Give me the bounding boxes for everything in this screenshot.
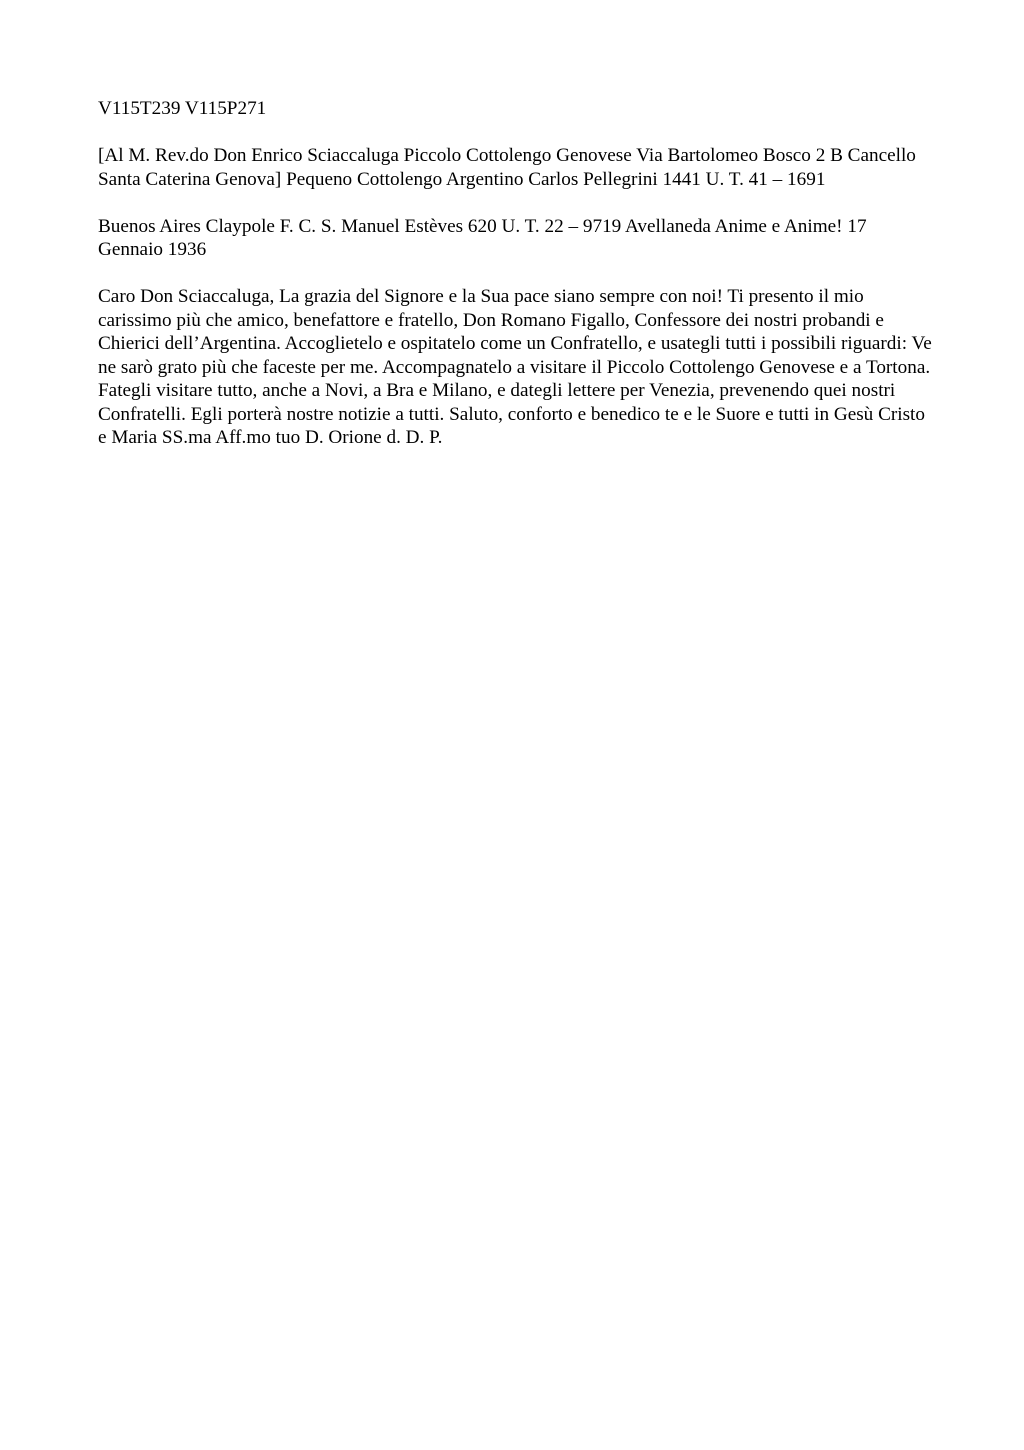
document-page (98, 97, 934, 473)
letter-body: Caro Don Sciaccaluga, La grazia del Signore e la Sua pace siano sempre con noi! Ti presento il mio carissimo più che amico, benefattore e fratello, Don Romano Figallo, Confessore dei nostri probandi e Chierici dell’Argentina. Accoglietelo e ospitatelo come un Confratello, e usategli tutti i possibili riguardi: Ve ne sarò grato più che faceste per me. Accompagnatelo a visitare il Piccolo Cottolengo Genovese e a Tortona. Fategli visitare tutto, anche a Novi, a Bra e Milano, e dategli lettere per Venezia, prevenendo quei nostri Confratelli. Egli porterà nostre notizie a tutti. Saluto, conforto e benedico te e le Suore e tutti in Gesù Cristo e Maria SS.ma Aff.mo tuo D. Orione d. D. P. (98, 286, 932, 448)
place-date-line: Buenos Aires Claypole F. C. S. Manuel Estèves 620 U. T. 22 – 9719 Avellaneda Anime e Anime! 17 Gennaio 1936 (98, 215, 867, 260)
reference-code: V115T239 V115P271 (98, 98, 267, 119)
address-block: [Al M. Rev.do Don Enrico Sciaccaluga Piccolo Cottolengo Genovese Via Bartolomeo Bosco 2 B Cancello Santa Caterina Genova] Pequeno Cottolengo Argentino Carlos Pellegrini 1441 U. T. 41 – 1691 (98, 145, 916, 190)
